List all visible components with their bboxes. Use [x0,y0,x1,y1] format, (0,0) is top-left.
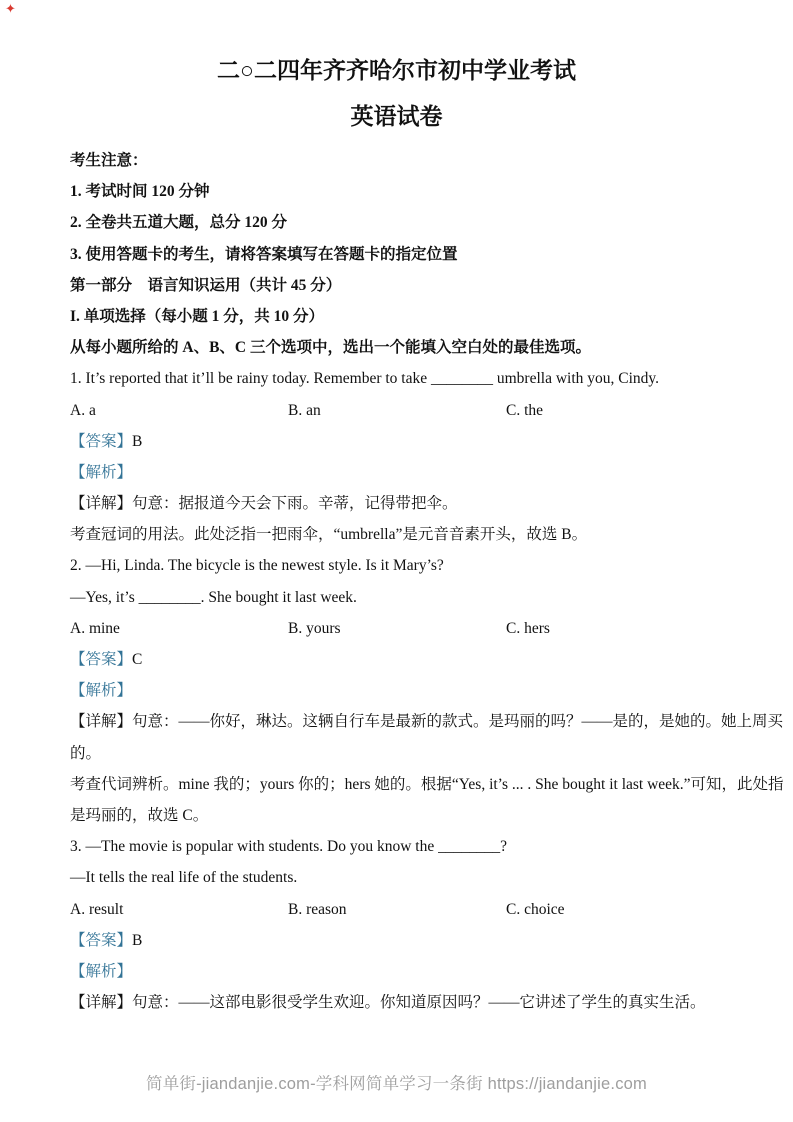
question-3-answer-line [70,925,759,956]
question-2-detail-line: 的。 [70,744,102,762]
analysis-label: 【解析】 [70,962,133,980]
page-title: 二○二四年齐齐哈尔市初中学业考试 [217,58,576,83]
question-3-options-row [70,894,759,925]
question-2-option-c: C. hers [506,619,550,637]
question-1-stem: 1. It’s reported that it’ll be rainy today. Remember to take ________ umbrella with you, Cindy. [70,370,660,388]
question-1-option-b: B. an [288,401,321,419]
question-1-options-row [70,395,759,426]
question-2-detail-line: 考查代词辨析。mine 我的；yours 你的；hers 她的。根据“Yes, it’s ... . She bought it last week.”可知，此处指 [70,775,784,793]
document-body [70,145,784,1018]
question-1-detail-line: 考查冠词的用法。此处泛指一把雨伞，“umbrella”是元音音素开头，故选 B。 [70,526,588,544]
question-1-option-a: A. a [70,401,96,419]
question-3-option-c: C. choice [506,900,565,918]
answer-label: 【答案】 [70,931,133,949]
question-1-option-c: C. the [506,401,544,419]
question-1-answer-line [70,426,759,457]
answer-label: 【答案】 [70,432,133,450]
question-1-analysis-line [70,457,759,488]
question-2-analysis-line [70,675,759,706]
page-subtitle: 英语试卷 [350,104,443,129]
question-3-stem: 3. —The movie is popular with students. Do you know the ________? [70,838,507,856]
question-3-option-a: A. result [70,900,124,918]
question-2-option-b: B. yours [288,619,341,637]
question-2-detail-line: 【详解】句意：——你好，琳达。这辆自行车是最新的款式。是玛丽的吗？——是的，是她的。她上周买 [70,713,784,731]
question-2-options-row [70,613,759,644]
question-3-detail-line: 【详解】句意：——这部电影很受学生欢迎。你知道原因吗？——它讲述了学生的真实生活。 [70,994,706,1012]
notice-heading: 考生注意： [70,152,148,169]
question-2-stem: —Yes, it’s ________. She bought it last week. [70,588,357,606]
watermark-footer: 简单街-jiandanjie.com-学科网简单学习一条街 https://jiandanjie.com [146,1075,647,1093]
notice-item-2: 2. 全卷共五道大题，总分 120 分 [70,214,288,232]
corner-stamp-icon: ✦ [5,2,16,17]
question-3-option-b: B. reason [288,900,347,918]
analysis-label: 【解析】 [70,463,133,481]
question-1-answer-value: B [132,432,143,450]
question-3-analysis-line [70,956,759,987]
question-2-detail-line: 是玛丽的，故选 C。 [70,806,209,824]
question-2-answer-value: C [132,651,143,668]
notice-item-1: 1. 考试时间 120 分钟 [70,183,210,201]
question-2-stem: 2. —Hi, Linda. The bicycle is the newest style. Is it Mary’s? [70,557,444,575]
analysis-label: 【解析】 [70,682,133,700]
question-2-answer-line [70,644,759,675]
section-instructions: 从每小题所给的 A、B、C 三个选项中，选出一个能填入空白处的最佳选项。 [70,339,591,357]
subsection-heading: I. 单项选择（每小题 1 分，共 10 分） [70,307,325,325]
answer-label: 【答案】 [70,651,133,668]
notice-item-3: 3. 使用答题卡的考生，请将答案填写在答题卡的指定位置 [70,245,458,263]
question-3-stem: —It tells the real life of the students. [70,869,298,887]
part-heading: 第一部分 语言知识运用（共计 45 分） [70,276,342,294]
question-2-option-a: A. mine [70,619,120,637]
question-1-detail-line: 【详解】句意：据报道今天会下雨。辛蒂，记得带把伞。 [70,495,458,513]
question-3-answer-value: B [132,931,143,949]
